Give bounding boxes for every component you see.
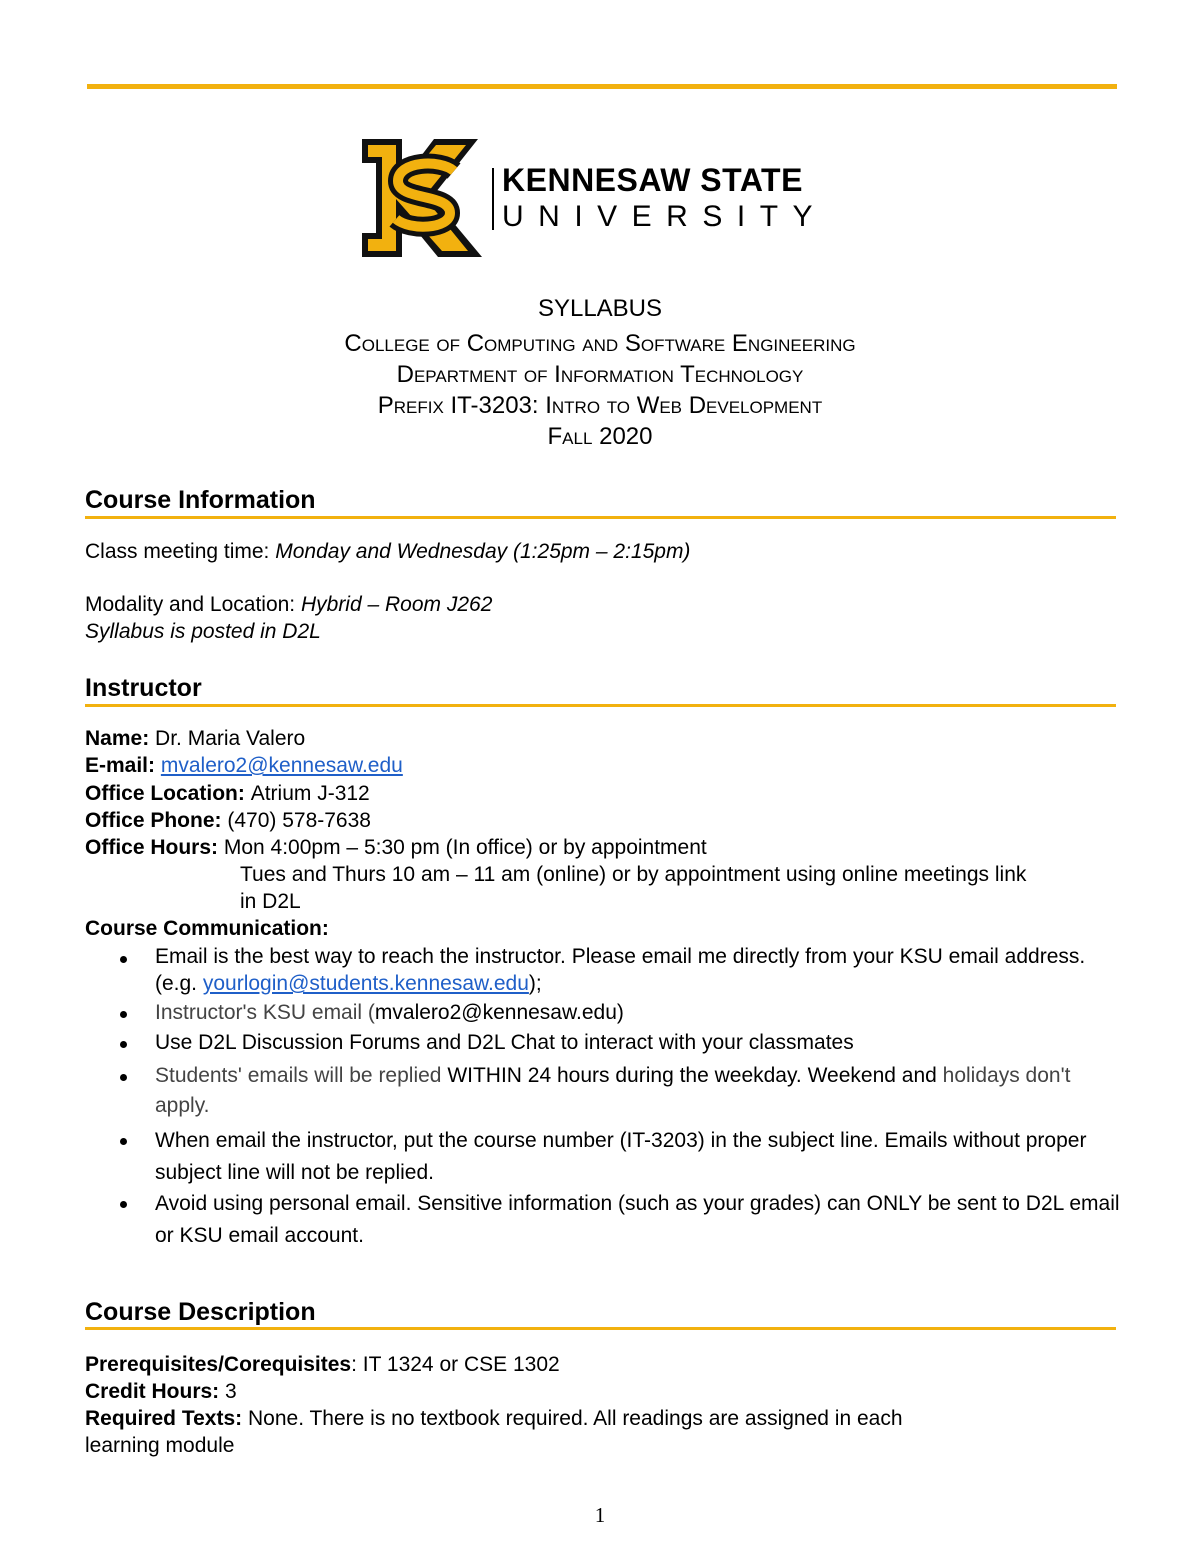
modality-location <box>85 591 492 618</box>
bullet-icon <box>120 1074 127 1081</box>
college-name: College of Computing and Software Engineering <box>344 330 856 357</box>
bullet1-post: ); <box>528 972 542 995</box>
office-label: Office Location: <box>85 782 251 805</box>
office-phone <box>85 807 371 834</box>
name-label: Name: <box>85 727 156 750</box>
prereq-label: Prerequisites/Corequisites <box>85 1353 352 1376</box>
section-heading-course-information: Course Information <box>85 486 316 514</box>
meeting-time <box>85 538 690 565</box>
prerequisites <box>85 1351 560 1378</box>
course-title: Prefix IT-3203: Intro to Web Development <box>377 392 823 419</box>
bullet4-post: holidays don't apply. <box>155 1064 1071 1117</box>
top-accent-rule <box>87 84 1117 89</box>
phone-value: (470) 578-7638 <box>227 809 371 832</box>
student-email-link[interactable]: yourlogin@students.kennesaw.edu <box>202 972 529 995</box>
meeting-time-label: Class meeting time: <box>85 540 276 563</box>
course-communication <box>85 915 329 942</box>
bullet-icon <box>120 1011 127 1018</box>
modality-label: Modality and Location: <box>85 593 301 616</box>
logo-wordmark-line1: KENNESAW STATE <box>502 162 803 198</box>
section-heading-instructor: Instructor <box>85 674 202 702</box>
credit-value: 3 <box>225 1380 237 1403</box>
bullet2-mid: mvalero2@kennesaw.edu <box>374 1001 617 1024</box>
section-heading-course-description: Course Description <box>85 1298 316 1326</box>
office-hours-line2: Tues and Thurs 10 am – 11 am (online) or by appointment using online meetings link <box>240 863 1027 886</box>
bullet2-pre: Instructor's KSU email ( <box>155 1001 375 1024</box>
phone-label: Office Phone: <box>85 809 228 832</box>
section-rule <box>85 1327 1116 1330</box>
ks-monogram-icon <box>358 137 488 259</box>
credit-hours <box>85 1378 237 1405</box>
page-number: 1 <box>594 1503 606 1527</box>
texts-label: Required Texts: <box>85 1407 248 1430</box>
document-title: SYLLABUS <box>537 295 663 322</box>
modality-value: Hybrid – Room J262 <box>300 593 493 616</box>
ksu-logo <box>358 137 848 259</box>
bullet-icon <box>120 956 127 963</box>
required-texts <box>85 1405 903 1432</box>
bullet4-pre: Students' emails will be replied <box>155 1064 448 1087</box>
list-item-text: When email the instructor, put the course number (IT-3203) in the subject line. Emails without proper subject line will not be replied. <box>155 1129 1087 1184</box>
required-texts-line2: learning module <box>85 1434 235 1457</box>
texts-value: None. There is no textbook required. All readings are assigned in each <box>247 1407 903 1430</box>
hours-label: Office Hours: <box>85 836 224 859</box>
list-item-text <box>155 1061 1125 1121</box>
list-item-text <box>155 998 1125 1028</box>
bullet2-post: ) <box>616 1001 624 1024</box>
syllabus-note <box>85 618 321 645</box>
instructor-email <box>85 752 403 779</box>
list-item-text: Avoid using personal email. Sensitive information (such as your grades) can ONLY be sent to D2L email or KSU email account. <box>155 1192 1120 1247</box>
syllabus-note-text: Syllabus is posted in D2L <box>85 620 321 643</box>
bullet-icon <box>120 1138 127 1145</box>
hours-line1: Mon 4:00pm – 5:30 pm (In office) or by appointment <box>223 836 707 859</box>
email-link[interactable]: mvalero2@kennesaw.edu <box>160 754 403 777</box>
bullet-icon <box>120 1041 127 1048</box>
bullet1-pre: Email is the best way to reach the instructor. Please email me directly from your KSU email address. (e.g. <box>155 945 1086 995</box>
list-item-text <box>155 943 1125 997</box>
prereq-value: : IT 1324 or CSE 1302 <box>351 1353 560 1376</box>
bullet-icon <box>120 1201 127 1208</box>
list-item <box>85 943 1125 1003</box>
office-location <box>85 780 370 807</box>
office-hours <box>85 834 707 861</box>
section-rule <box>85 704 1116 707</box>
office-value: Atrium J-312 <box>250 782 370 805</box>
email-label: E-mail: <box>85 754 161 777</box>
name-value: Dr. Maria Valero <box>155 727 306 750</box>
instructor-name <box>85 725 305 752</box>
office-hours-line3: in D2L <box>240 890 301 913</box>
logo-wordmark-line2: UNIVERSITY <box>502 200 828 233</box>
list-item-text: Use D2L Discussion Forums and D2L Chat to interact with your classmates <box>155 1031 854 1054</box>
department-name: Department of Information Technology <box>396 361 804 388</box>
section-rule <box>85 516 1116 519</box>
meeting-time-value: Monday and Wednesday (1:25pm – 2:15pm) <box>275 540 691 563</box>
term: Fall 2020 <box>547 423 653 450</box>
bullet4-mid: WITHIN 24 hours during the weekday. Weekend and <box>447 1064 937 1087</box>
communication-label: Course Communication: <box>85 917 329 940</box>
logo-divider <box>492 168 494 230</box>
credit-label: Credit Hours: <box>85 1380 226 1403</box>
